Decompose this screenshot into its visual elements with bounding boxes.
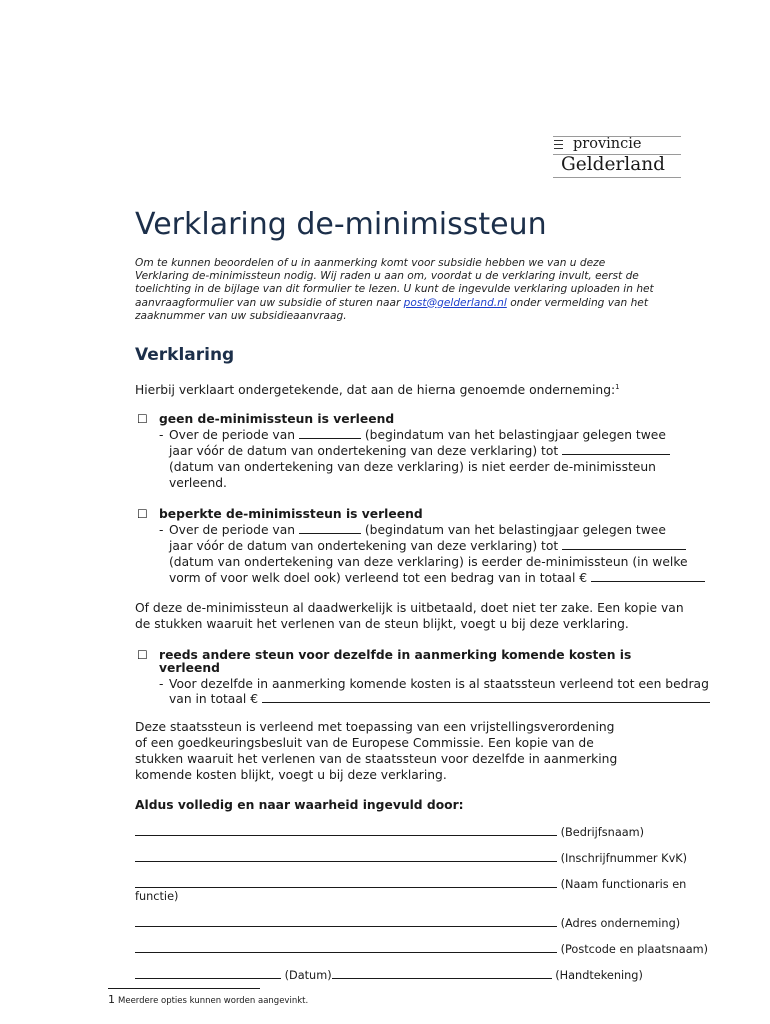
logo-text-gelderland: Gelderland — [561, 154, 665, 175]
option1-dash: - — [159, 428, 164, 442]
note2-line2: de stukken waaruit het verlenen van de steun blijkt, voegt u bij deze verklaring. — [135, 617, 629, 631]
postcode-city-field[interactable] — [135, 942, 557, 953]
start-date-field[interactable] — [299, 427, 361, 439]
end-date-field[interactable] — [562, 443, 670, 455]
email-link[interactable]: post@gelderland.nl — [403, 296, 507, 309]
option2-dash: - — [159, 523, 164, 537]
footnote-divider — [108, 988, 260, 989]
note3-line3: stukken waaruit het verlenen van de staatssteun voor dezelfde in aanmerking — [135, 752, 618, 766]
checkbox-no-deminimis[interactable]: ☐ — [137, 412, 148, 426]
logo-bars-icon — [554, 140, 563, 152]
postcode-row: (Postcode en plaatsnaam) — [135, 942, 708, 957]
signature-field[interactable] — [332, 968, 552, 979]
footnote: 1 Meerdere opties kunnen worden aangevinkt. — [108, 993, 309, 1006]
option-other-aid-label-2: verleend — [159, 661, 220, 675]
footnote-marker: 1 — [615, 383, 620, 391]
option-no-deminimis-label: geen de-minimissteun is verleend — [159, 412, 395, 426]
company-name-row: (Bedrijfsnaam) — [135, 825, 644, 840]
amount-field-deminimis[interactable] — [591, 570, 705, 582]
note3-line1: Deze staatssteun is verleend met toepassing van een vrijstellingsverordening — [135, 720, 615, 734]
option3-dash: - — [159, 677, 164, 691]
start-date-field-2[interactable] — [299, 522, 361, 534]
address-row: (Adres onderneming) — [135, 916, 680, 931]
functionary-row-cont: functie) — [135, 890, 179, 903]
logo-text-provincie: provincie — [573, 136, 642, 152]
option2-line2: jaar vóór de datum van ondertekening van deze verklaring) tot — [169, 538, 686, 554]
note3-line2: of een goedkeuringsbesluit van de Europese Commissie. Een kopie van de — [135, 736, 594, 750]
kvk-number-field[interactable] — [135, 851, 557, 862]
option1-line2: jaar vóór de datum van ondertekening van deze verklaring) tot — [169, 443, 670, 459]
province-logo — [553, 134, 681, 180]
option3-line1: Voor dezelfde in aanmerking komende kosten is al staatssteun verleend tot een bedrag — [169, 677, 709, 691]
note3-line4: komende kosten blijkt, voegt u bij deze verklaring. — [135, 768, 447, 782]
functionary-row: (Naam functionaris en — [135, 877, 686, 892]
intro-paragraph: Om te kunnen beoordelen of u in aanmerking komt voor subsidie hebben we van u deze Verklaring de-minimissteun nodig. Wij raden u aan om, voordat u de verklaring invult, eerst de toelichting in de bijlage van dit formulier te lezen. U kunt de ingevulde verklaring uploaden in het aanvraagformulier van uw subsidie of sturen naar post@gelderland.nl onder vermelding van het zaaknummer van uw subsidieaanvraag. — [135, 257, 654, 322]
option-limited-deminimis-label: beperkte de-minimissteun is verleend — [159, 507, 423, 521]
option2-line4: vorm of voor welk doel ook) verleend tot een bedrag van in totaal € — [169, 570, 705, 586]
option1-line4: verleend. — [169, 476, 227, 490]
address-field[interactable] — [135, 916, 557, 927]
option1-line1: Over de periode van (begindatum van het belastingjaar gelegen twee — [169, 428, 666, 442]
option3-line2: van in totaal € — [169, 691, 710, 707]
date-signature-row: (Datum) (Handtekening) — [135, 968, 643, 983]
checkbox-other-aid[interactable]: ☐ — [137, 648, 148, 662]
option1-line3: (datum van ondertekening van deze verklaring) is niet eerder de-minimissteun — [169, 460, 656, 474]
option2-line1: Over de periode van (begindatum van het belastingjaar gelegen twee — [169, 523, 666, 537]
option2-line3: (datum van ondertekening van deze verklaring) is eerder de-minimissteun (in welke — [169, 555, 688, 569]
section-heading: Verklaring — [135, 345, 235, 365]
company-name-field[interactable] — [135, 825, 557, 836]
end-date-field-2[interactable] — [562, 538, 686, 550]
checkbox-limited-deminimis[interactable]: ☐ — [137, 507, 148, 521]
amount-field-other-aid[interactable] — [262, 691, 710, 703]
note2-line1: Of deze de-minimissteun al daadwerkelijk is uitbetaald, doet niet ter zake. Een kopie van — [135, 601, 684, 615]
date-field[interactable] — [135, 968, 281, 979]
page-title: Verklaring de-minimissteun — [135, 207, 547, 242]
option-other-aid-label: reeds andere steun voor dezelfde in aanmerking komende kosten is — [159, 648, 632, 662]
statement-text: Hierbij verklaart ondergetekende, dat aan de hierna genoemde onderneming:$^1$ — [135, 383, 620, 398]
signature-heading: Aldus volledig en naar waarheid ingevuld door: — [135, 798, 464, 812]
kvk-row: (Inschrijfnummer KvK) — [135, 851, 687, 866]
functionary-field[interactable] — [135, 877, 557, 888]
